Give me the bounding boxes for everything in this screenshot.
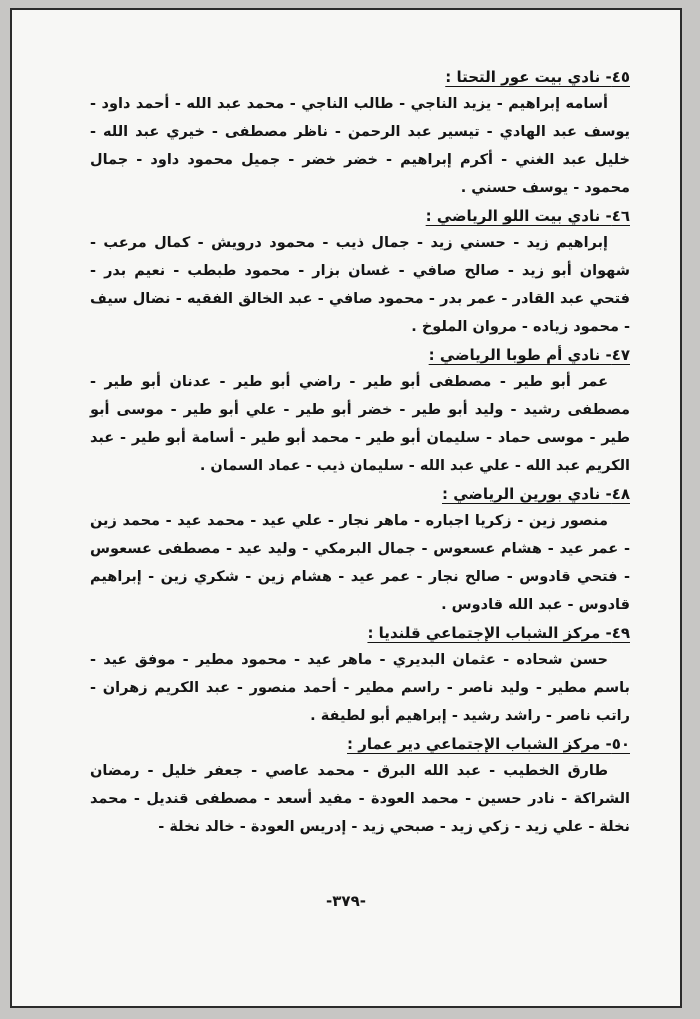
section-46 [90, 205, 630, 341]
section-50 [90, 733, 630, 841]
section-45 [90, 66, 630, 202]
document-page [10, 8, 682, 1008]
section-heading: ٤٩- مركز الشباب الإجتماعي قلنديا : [367, 624, 630, 642]
page-number: -٣٧٩- [326, 892, 366, 910]
page-content [90, 66, 630, 844]
section-47 [90, 344, 630, 480]
section-heading: ٤٦- نادي بيت اللو الرياضي : [425, 207, 630, 225]
section-heading: ٤٥- نادي بيت عور التحتا : [445, 68, 630, 86]
section-heading: ٤٨- نادي بورين الرياضي : [442, 485, 630, 503]
member-names: منصور زين - زكريا اجباره - ماهر نجار - علي عيد - محمد عيد - محمد زين - عمر عيد - هشام عسعوس - جمال البرمكي - وليد عيد - مصطفى عسعوس - فتحي قادوس - صالح نجار - عمر عيد - هشام زين - شكري زين - إبراهيم قادوس - عبد الله قادوس . [90, 513, 630, 613]
member-names: حسن شحاده - عثمان البديري - ماهر عيد - محمود مطير - موفق عيد - باسم مطير - وليد ناصر - راسم مطير - أحمد منصور - عبد الكريم زهران - راتب ناصر - راشد رشيد - إبراهيم أبو لطيفة . [90, 652, 630, 724]
member-names: عمر أبو طير - مصطفى أبو طير - راضي أبو طير - عدنان أبو طير - مصطفى رشيد - وليد أبو طير - خضر أبو طير - علي أبو طير - موسى أبو طير - موسى حماد - سليمان أبو طير - محمد أبو طير - أسامة أبو طير - عبد الكريم عبد الله - علي عبد الله - سليمان ذيب - عماد السمان . [90, 374, 630, 474]
section-heading: ٤٧- نادي أم طوبا الرياضي : [428, 346, 630, 364]
section-heading: ٥٠- مركز الشباب الإجتماعي دير عمار : [347, 735, 630, 753]
member-names: أسامه إبراهيم - يزيد الناجي - طالب الناجي - محمد عبد الله - أحمد داود - يوسف عبد الهادي - تيسير عبد الرحمن - ناظر مصطفى - خيري عبد الله - خليل عبد الغني - أكرم إبراهيم - خضر خضر - جميل محمود داود - جمال محمود - يوسف حسني . [90, 96, 630, 196]
section-49 [90, 622, 630, 730]
member-names: إبراهيم زيد - حسني زيد - جمال ذيب - محمود درويش - كمال مرعب - شهوان أبو زيد - صالح صافي - غسان بزار - محمود طبطب - نعيم بدر - فتحي عبد القادر - عمر بدر - محمود صافي - عبد الخالق الفقيه - نضال سيف - محمود زياده - مروان الملوخ . [90, 235, 630, 335]
member-names: طارق الخطيب - عبد الله البرق - محمد عاصي - جعفر خليل - رمضان الشراكة - نادر حسين - محمد العودة - مفيد أسعد - مصطفى قنديل - محمد نخلة - علي زيد - زكي زيد - صبحي زيد - إدريس العودة - خالد نخلة - [90, 763, 630, 835]
section-48 [90, 483, 630, 619]
